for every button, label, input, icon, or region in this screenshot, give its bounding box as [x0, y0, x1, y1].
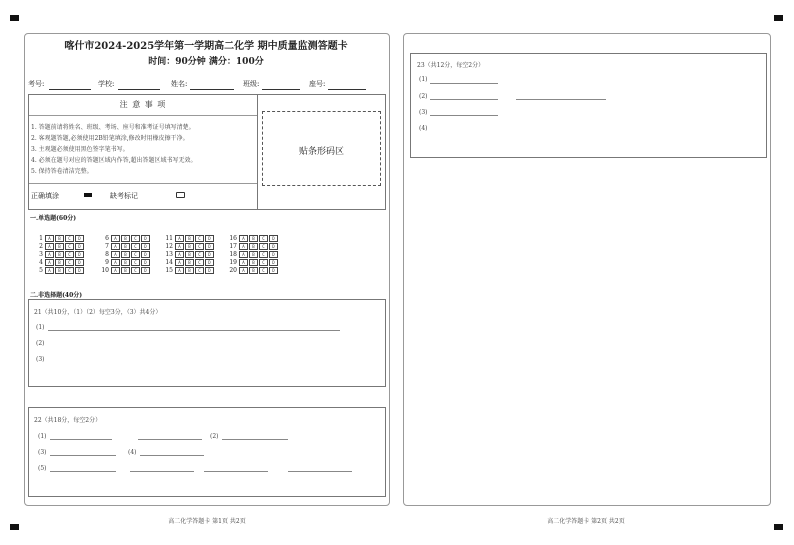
question-number: 9 — [105, 259, 109, 266]
q21-part-label: (3) — [36, 356, 45, 363]
q23-answer-line[interactable] — [430, 99, 498, 100]
answer-bubble-a[interactable]: A — [111, 259, 120, 266]
answer-bubble-c[interactable]: C — [195, 235, 204, 242]
answer-bubble-c[interactable]: C — [65, 267, 74, 274]
answer-bubble-b[interactable]: B — [249, 259, 258, 266]
answer-bubble-d[interactable]: D — [75, 259, 84, 266]
q21-header: 21（共10分，（1）（2）每空3分，（3）共4分） — [34, 309, 162, 316]
q22-answer-line[interactable] — [50, 455, 116, 456]
answer-bubble-a[interactable]: A — [45, 251, 54, 258]
q22-answer-line[interactable] — [288, 471, 352, 472]
answer-bubble-c[interactable]: C — [65, 243, 74, 250]
question-row — [100, 244, 151, 258]
question-row — [164, 228, 215, 242]
answer-bubble-d[interactable]: D — [75, 267, 84, 274]
answer-bubble-d[interactable]: D — [141, 235, 150, 242]
q23-part-label: (2) — [419, 93, 428, 100]
barcode-area-label: 贴条形码区 — [298, 147, 344, 157]
exam-number-input[interactable] — [49, 89, 91, 90]
question-number: 16 — [229, 235, 237, 242]
answer-bubble-d[interactable]: D — [269, 267, 278, 274]
answer-bubble-b[interactable]: B — [185, 235, 194, 242]
q22-answer-line[interactable] — [130, 471, 194, 472]
q22-part-label: (3) — [38, 449, 47, 456]
section-heading-non-choice: 二.非选择题(40分) — [30, 292, 83, 299]
school-input[interactable] — [118, 89, 160, 90]
notice-item: 3. 主观题必须使用黑色签字笔书写。 — [31, 146, 129, 153]
answer-bubble-d[interactable]: D — [205, 243, 214, 250]
q23-answer-line[interactable] — [516, 99, 606, 100]
notice-item: 4. 必须在题号对应的答题区域内作答,超出答题区域书写无效。 — [31, 157, 197, 164]
q23-part-label: (1) — [419, 76, 428, 83]
q22-answer-line[interactable] — [50, 471, 116, 472]
question-row — [100, 260, 151, 274]
question-column — [34, 228, 85, 274]
answer-bubble-a[interactable]: A — [111, 251, 120, 258]
answer-bubble-c[interactable]: C — [65, 235, 74, 242]
answer-bubble-a[interactable]: A — [175, 267, 184, 274]
answer-bubble-c[interactable]: C — [195, 267, 204, 274]
question-number: 13 — [165, 251, 173, 258]
registration-mark — [774, 15, 783, 21]
q22-part-label: (5) — [38, 465, 47, 472]
class-input[interactable] — [262, 89, 300, 90]
question-column — [100, 228, 151, 274]
answer-bubble-a[interactable]: A — [175, 259, 184, 266]
answer-bubble-b[interactable]: B — [55, 251, 64, 258]
notice-item: 1. 答题前请将姓名、班级、考场、座号和准考证号填写清楚。 — [31, 124, 195, 131]
answer-bubble-a[interactable]: A — [175, 235, 184, 242]
q22-part-label: (2) — [210, 433, 219, 440]
question-row — [100, 252, 151, 266]
correct-fill-sample — [84, 193, 92, 197]
q21-part-label: (2) — [36, 340, 45, 347]
answer-bubble-c[interactable]: C — [259, 243, 268, 250]
answer-bubble-c[interactable]: C — [259, 251, 268, 258]
answer-bubble-b[interactable]: B — [121, 243, 130, 250]
question-number: 7 — [105, 243, 109, 250]
q22-answer-line[interactable] — [204, 471, 268, 472]
question-number: 2 — [39, 243, 43, 250]
field-label-class: 班级: — [243, 80, 260, 88]
question-number: 3 — [39, 251, 43, 258]
answer-bubble-b[interactable]: B — [55, 267, 64, 274]
q22-part-label: (4) — [128, 449, 137, 456]
field-label-exam-number: 考号: — [28, 80, 45, 88]
question-number: 18 — [229, 251, 237, 258]
question-number: 15 — [165, 267, 173, 274]
answer-bubble-d[interactable]: D — [205, 259, 214, 266]
answer-bubble-b[interactable]: B — [185, 251, 194, 258]
q23-answer-line[interactable] — [430, 115, 498, 116]
field-label-name: 姓名: — [171, 80, 188, 88]
question-row — [228, 252, 279, 266]
question-row — [228, 260, 279, 274]
answer-bubble-b[interactable]: B — [249, 235, 258, 242]
answer-bubble-a[interactable]: A — [239, 267, 248, 274]
correct-fill-label: 正确填涂 — [31, 192, 59, 200]
field-label-seat: 座号: — [309, 80, 326, 88]
answer-bubble-d[interactable]: D — [205, 251, 214, 258]
q23-part-label: (3) — [419, 109, 428, 116]
answer-bubble-b[interactable]: B — [55, 235, 64, 242]
answer-bubble-b[interactable]: B — [249, 251, 258, 258]
answer-bubble-c[interactable]: C — [65, 259, 74, 266]
registration-mark — [10, 524, 19, 530]
question-row — [164, 252, 215, 266]
field-label-school: 学校: — [98, 80, 115, 88]
answer-bubble-a[interactable]: A — [45, 267, 54, 274]
question-row — [228, 228, 279, 242]
answer-bubble-d[interactable]: D — [75, 251, 84, 258]
answer-bubble-b[interactable]: B — [185, 259, 194, 266]
question-row — [164, 260, 215, 274]
answer-bubble-c[interactable]: C — [65, 251, 74, 258]
answer-bubble-c[interactable]: C — [259, 235, 268, 242]
answer-bubble-d[interactable]: D — [205, 235, 214, 242]
notice-item: 2. 客观题答题,必须使用2B铅笔填涂,修改时用橡皮擦干净。 — [31, 135, 189, 142]
question-row — [228, 236, 279, 250]
answer-bubble-d[interactable]: D — [75, 235, 84, 242]
answer-bubble-d[interactable]: D — [269, 259, 278, 266]
answer-bubble-d[interactable]: D — [269, 243, 278, 250]
registration-mark — [774, 524, 783, 530]
question-row — [34, 252, 85, 266]
answer-bubble-b[interactable]: B — [185, 243, 194, 250]
q21-answer-line[interactable] — [48, 330, 340, 331]
question-number: 12 — [165, 243, 173, 250]
sheet-subtitle: 时间：90分钟 满分：100分 — [148, 57, 264, 67]
answer-bubble-b[interactable]: B — [249, 267, 258, 274]
question-row — [164, 244, 215, 258]
notice-items-divider — [29, 183, 257, 184]
answer-bubble-a[interactable]: A — [111, 267, 120, 274]
question-row — [164, 236, 215, 250]
answer-bubble-d[interactable]: D — [141, 243, 150, 250]
answer-bubble-a[interactable]: A — [111, 243, 120, 250]
q22-answer-line[interactable] — [50, 439, 112, 440]
answer-bubble-a[interactable]: A — [45, 235, 54, 242]
question-row — [100, 236, 151, 250]
answer-bubble-a[interactable]: A — [175, 243, 184, 250]
q23-answer-line[interactable] — [430, 83, 498, 84]
answer-bubble-b[interactable]: B — [121, 259, 130, 266]
page-footer: 高二化学答题卡 第1页 共2页 — [168, 518, 246, 525]
answer-bubble-c[interactable]: C — [131, 267, 140, 274]
question-column — [228, 228, 279, 274]
answer-bubble-c[interactable]: C — [259, 259, 268, 266]
question-number: 17 — [229, 243, 237, 250]
answer-bubble-c[interactable]: C — [131, 251, 140, 258]
answer-bubble-b[interactable]: B — [185, 267, 194, 274]
answer-bubble-c[interactable]: C — [131, 243, 140, 250]
answer-bubble-c[interactable]: C — [259, 267, 268, 274]
absent-mark-checkbox[interactable] — [176, 192, 185, 198]
q22-answer-line[interactable] — [138, 439, 202, 440]
answer-bubble-a[interactable]: A — [45, 259, 54, 266]
answer-bubble-a[interactable]: A — [239, 251, 248, 258]
question-row — [100, 228, 151, 242]
question-number: 8 — [105, 251, 109, 258]
question-number: 6 — [105, 235, 109, 242]
answer-bubble-b[interactable]: B — [55, 259, 64, 266]
sheet-title: 喀什市2024-2025学年第一学期高二化学 期中质量监测答题卡 — [64, 41, 348, 52]
question-column — [164, 228, 215, 274]
notice-heading-divider — [29, 115, 257, 116]
q22-answer-line[interactable] — [140, 455, 204, 456]
question-row — [34, 244, 85, 258]
question-number: 5 — [39, 267, 43, 274]
q23-header: 23（共12分，每空2分） — [417, 62, 485, 69]
answer-bubble-d[interactable]: D — [269, 251, 278, 258]
question-number: 1 — [39, 235, 43, 242]
question-number: 20 — [229, 267, 237, 274]
seat-input[interactable] — [328, 89, 366, 90]
answer-bubble-b[interactable]: B — [249, 243, 258, 250]
answer-bubble-a[interactable]: A — [175, 251, 184, 258]
notice-divider — [257, 94, 258, 209]
answer-bubble-c[interactable]: C — [195, 251, 204, 258]
answer-bubble-c[interactable]: C — [195, 243, 204, 250]
answer-bubble-d[interactable]: D — [205, 267, 214, 274]
question-row — [228, 244, 279, 258]
question-row — [34, 236, 85, 250]
answer-bubble-c[interactable]: C — [195, 259, 204, 266]
notice-heading: 注 意 事 项 — [119, 100, 167, 109]
absent-mark-label: 缺考标记 — [110, 192, 138, 200]
answer-bubble-a[interactable]: A — [239, 259, 248, 266]
answer-bubble-c[interactable]: C — [131, 235, 140, 242]
answer-bubble-d[interactable]: D — [141, 267, 150, 274]
q23-part-label: (4) — [419, 125, 428, 132]
question-row — [34, 260, 85, 274]
question-number: 19 — [229, 259, 237, 266]
page-footer: 高二化学答题卡 第2页 共2页 — [547, 518, 625, 525]
name-input[interactable] — [190, 89, 234, 90]
answer-bubble-b[interactable]: B — [121, 235, 130, 242]
q21-part-label: (1) — [36, 324, 45, 331]
q22-answer-line[interactable] — [222, 439, 288, 440]
question-row — [34, 228, 85, 242]
answer-bubble-d[interactable]: D — [141, 251, 150, 258]
q22-part-label: (1) — [38, 433, 47, 440]
answer-bubble-a[interactable]: A — [111, 235, 120, 242]
question-number: 11 — [165, 235, 173, 242]
question-number: 4 — [39, 259, 43, 266]
answer-bubble-d[interactable]: D — [269, 235, 278, 242]
answer-bubble-a[interactable]: A — [239, 243, 248, 250]
section-heading-single-choice: 一.单选题(60分) — [30, 215, 77, 222]
answer-bubble-c[interactable]: C — [131, 259, 140, 266]
answer-bubble-d[interactable]: D — [141, 259, 150, 266]
answer-bubble-b[interactable]: B — [55, 243, 64, 250]
answer-bubble-a[interactable]: A — [239, 235, 248, 242]
answer-bubble-b[interactable]: B — [121, 251, 130, 258]
answer-bubble-d[interactable]: D — [75, 243, 84, 250]
question-number: 10 — [101, 267, 109, 274]
registration-mark — [10, 15, 19, 21]
notice-item: 5. 保持答卷清洁完整。 — [31, 168, 93, 175]
question-number: 14 — [165, 259, 173, 266]
answer-bubble-b[interactable]: B — [121, 267, 130, 274]
q22-header: 22（共18分，每空2分） — [34, 417, 102, 424]
answer-bubble-a[interactable]: A — [45, 243, 54, 250]
single-choice-grid — [28, 222, 384, 280]
